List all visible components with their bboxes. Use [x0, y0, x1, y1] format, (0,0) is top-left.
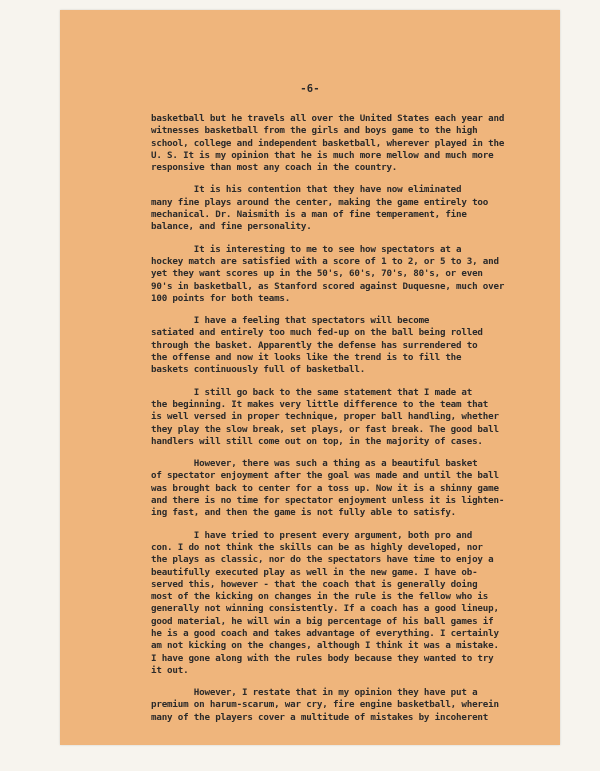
body-text	[151, 113, 551, 734]
text-line: served this, however - that the coach that is generally doing	[151, 578, 478, 590]
text-line: con. I do not think the skills can be as highly developed, nor	[151, 541, 483, 553]
text-line: hockey match are satisfied with a score of 1 to 2, or 5 to 3, and	[151, 255, 499, 267]
text-line: 100 points for both teams.	[151, 292, 291, 304]
text-line: I still go back to the same statement that I made at	[151, 386, 473, 398]
text-line: However, there was such a thing as a beautiful basket	[151, 458, 478, 470]
text-line: It is his contention that they have now eliminated	[151, 184, 462, 196]
text-line: responsive than most any coach in the country.	[151, 162, 398, 174]
text-line: he is a good coach and takes advantage of everything. I certainly	[151, 627, 499, 639]
text-line: and there is no time for spectator enjoyment unless it is lighten-	[151, 495, 505, 507]
text-line: However, I restate that in my opinion they have put a	[151, 687, 478, 699]
text-line: through the basket. Apparently the defense has surrendered to	[151, 339, 478, 351]
paragraph	[151, 244, 551, 305]
text-line: premium on harum-scarum, war cry, fire engine basketball, wherein	[151, 699, 499, 711]
text-line: many of the players cover a multitude of mistakes by incoherent	[151, 711, 489, 723]
text-line: the offense and now it looks like the trend is to fill the	[151, 352, 462, 364]
paragraph	[151, 687, 551, 724]
text-line: U. S. It is my opinion that he is much more mellow and much more	[151, 149, 494, 161]
text-line: it out.	[151, 664, 189, 676]
text-line: basketball but he travels all over the United States each year and	[151, 113, 505, 124]
document-page	[60, 10, 560, 745]
page-number: -6-	[300, 83, 320, 95]
paragraph	[151, 184, 551, 233]
text-line: I have gone along with the rules body because they wanted to try	[151, 652, 494, 664]
paragraph	[151, 113, 551, 174]
text-line: It is interesting to me to see how spectators at a	[151, 243, 462, 255]
text-line: mechanical. Dr. Naismith is a man of fine temperament, fine	[151, 209, 467, 221]
text-line: was brought back to center for a toss up. Now it is a shinny game	[151, 482, 499, 494]
paragraph	[151, 387, 551, 448]
text-line: 90's in basketball, as Stanford scored against Duquesne, much over	[151, 280, 505, 292]
text-line: balance, and fine personality.	[151, 221, 312, 233]
text-line: is well versed in proper technique, proper ball handling, whether	[151, 411, 499, 423]
paragraph	[151, 458, 551, 519]
text-line: I have a feeling that spectators will become	[151, 315, 430, 327]
text-line: beautifully executed play as well in the new game. I have ob-	[151, 566, 478, 578]
text-line: school, college and independent basketball, wherever played in the	[151, 137, 505, 149]
text-line: the beginning. It makes very little difference to the team that	[151, 398, 489, 410]
text-line: most of the kicking on changes in the rule is the fellow who is	[151, 591, 489, 603]
paragraph	[151, 530, 551, 678]
text-line: handlers will still come out on top, in the majority of cases.	[151, 435, 483, 447]
text-line: they play the slow break, set plays, or fast break. The good ball	[151, 423, 499, 435]
text-line: witnesses basketball from the girls and boys game to the high	[151, 125, 478, 137]
text-line: good material, he will win a big percentage of his ball games if	[151, 615, 494, 627]
text-line: satiated and entirely too much fed-up on the ball being rolled	[151, 327, 483, 339]
text-line: baskets continuously full of basketball.	[151, 364, 366, 376]
paragraph	[151, 315, 551, 376]
text-line: the plays as classic, nor do the spectators have time to enjoy a	[151, 554, 494, 566]
text-line: yet they want scores up in the 50's, 60's, 70's, 80's, or even	[151, 268, 483, 280]
text-line: I have tried to present every argument, both pro and	[151, 529, 473, 541]
text-line: many fine plays around the center, making the game entirely too	[151, 196, 489, 208]
text-line: ing fast, and then the game is not fully able to satisfy.	[151, 507, 457, 519]
text-line: am not kicking on the changes, although I think it was a mistake.	[151, 640, 499, 652]
text-line: of spectator enjoyment after the goal was made and until the ball	[151, 470, 499, 482]
text-line: generally not winning consistently. If a coach has a good lineup,	[151, 603, 499, 615]
